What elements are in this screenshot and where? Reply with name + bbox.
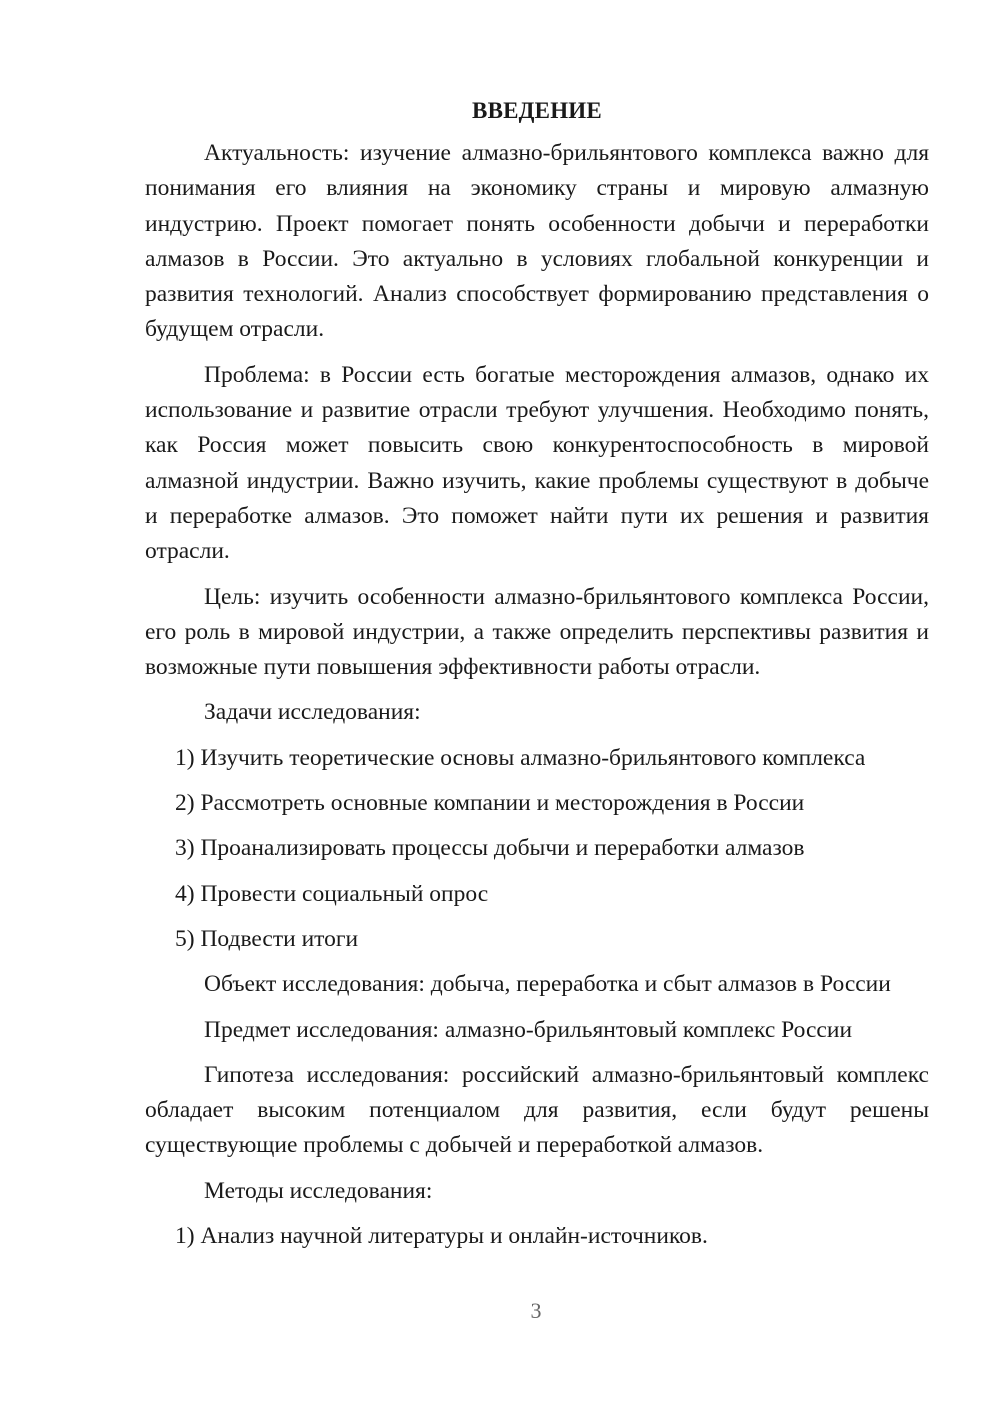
hypothesis-paragraph: Гипотеза исследования: российский алмазно-брильянтовый комплекс обладает высоким потенциалом для развития, если будут решены существующие проблемы с добычей и переработкой алмазов.	[145, 1061, 929, 1159]
task-item: 2) Рассмотреть основные компании и месторождения в России	[175, 790, 805, 817]
problem-paragraph: Проблема: в России есть богатые месторождения алмазов, однако их использование и развитие отрасли требуют улучшения. Необходимо понять, как Россия может повысить свою конкурентоспособность в мировой алмазной индустрии. Важно изучить, какие проблемы существуют в добыче и переработке алмазов. Это поможет найти пути их решения и развития отрасли.	[145, 361, 929, 565]
goal-paragraph: Цель: изучить особенности алмазно-брильянтового комплекса России, его роль в мировой индустрии, а также определить перспективы развития и возможные пути повышения эффективности работы отрасли.	[145, 583, 929, 681]
page-content	[145, 93, 929, 1264]
method-item: 1) Анализ научной литературы и онлайн-источников.	[175, 1223, 708, 1250]
relevance-paragraph: Актуальность: изучение алмазно-брильянтового комплекса важно для понимания его влияния на экономику страны и мировую алмазную индустрию. Проект помогает понять особенности добычи и переработки алмазов в России. Это актуально в условиях глобальной конкуренции и развития технологий. Анализ способствует формированию представления о будущем отрасли.	[145, 140, 929, 343]
object-paragraph: Объект исследования: добыча, переработка и сбыт алмазов в России	[204, 971, 891, 998]
page-number: 3	[530, 1298, 542, 1323]
task-item: 1) Изучить теоретические основы алмазно-брильянтового комплекса	[175, 744, 866, 771]
tasks-title: Задачи исследования:	[204, 699, 421, 726]
task-item: 5) Подвести итоги	[175, 925, 359, 952]
subject-paragraph: Предмет исследования: алмазно-брильянтовый комплекс России	[204, 1016, 853, 1043]
task-item: 4) Провести социальный опрос	[175, 880, 489, 907]
methods-title: Методы исследования:	[204, 1177, 433, 1204]
section-heading: ВВЕДЕНИЕ	[472, 98, 602, 123]
task-item: 3) Проанализировать процессы добычи и переработки алмазов	[175, 835, 805, 862]
